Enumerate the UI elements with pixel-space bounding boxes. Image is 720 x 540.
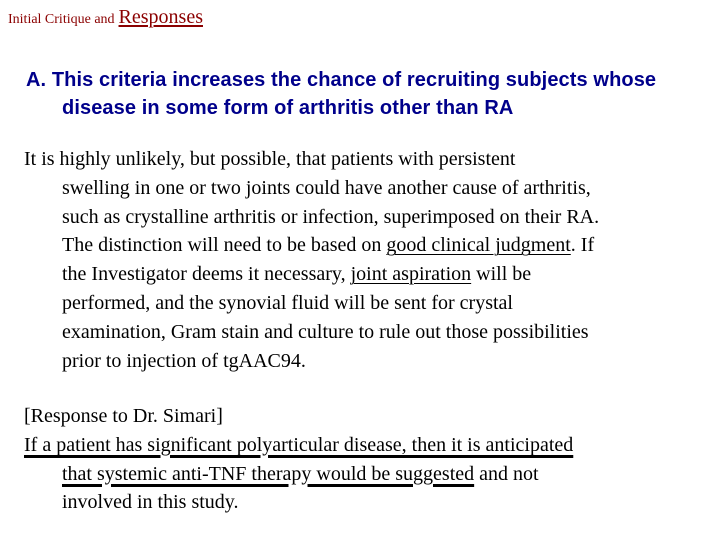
response1-line-2: swelling in one or two joints could have another cause of arthritis, (62, 176, 591, 199)
critique-line-1: A. This criteria increases the chance of recruiting subjects whose (26, 69, 657, 91)
joint-aspiration-underlined: joint aspiration (350, 263, 472, 286)
response2-line-3 (24, 460, 714, 489)
anti-tnf-therapy-underlined: that systemic anti-TNF therapy would be suggested (62, 462, 475, 485)
polyarticular-disease-underlined: If a patient has significant polyarticular disease, then it is anticipated (24, 433, 574, 456)
slide-header (8, 6, 203, 29)
response1-line-4-text-a: The distinction will need to be based on (62, 234, 387, 257)
response1-line-7: examination, Gram stain and culture to rule out those possibilities (62, 320, 589, 343)
critique-point-a (26, 66, 706, 122)
response2-line-4: involved in this study. (62, 491, 239, 514)
response1-line-3: such as crystalline arthritis or infection, superimposed on their RA. (62, 205, 600, 228)
header-title: Responses (118, 6, 203, 28)
good-clinical-judgment-underlined: good clinical judgment (386, 234, 571, 257)
response2-line-1: [Response to Dr. Simari] (24, 405, 223, 427)
response-paragraph-2 (24, 402, 714, 517)
response1-line-1: It is highly unlikely, but possible, that patients with persistent (24, 148, 516, 170)
response2-line-2 (24, 431, 714, 460)
response1-line-5-text-b: will be (471, 263, 532, 286)
response1-line-5-text-a: the Investigator deems it necessary, (62, 263, 351, 286)
response1-line-5 (24, 260, 714, 289)
response1-line-6: performed, and the synovial fluid will be sent for crystal (62, 291, 513, 314)
response2-line-3-text-b: and not (474, 462, 539, 485)
response1-line-4-text-b: . If (570, 234, 595, 257)
header-prefix: Initial Critique and (8, 12, 115, 27)
critique-line-2: disease in some form of arthritis other than RA (62, 97, 514, 119)
response1-line-8: prior to injection of tgAAC94. (62, 349, 306, 372)
response-paragraph-1 (24, 145, 714, 375)
response1-line-4 (24, 231, 714, 260)
